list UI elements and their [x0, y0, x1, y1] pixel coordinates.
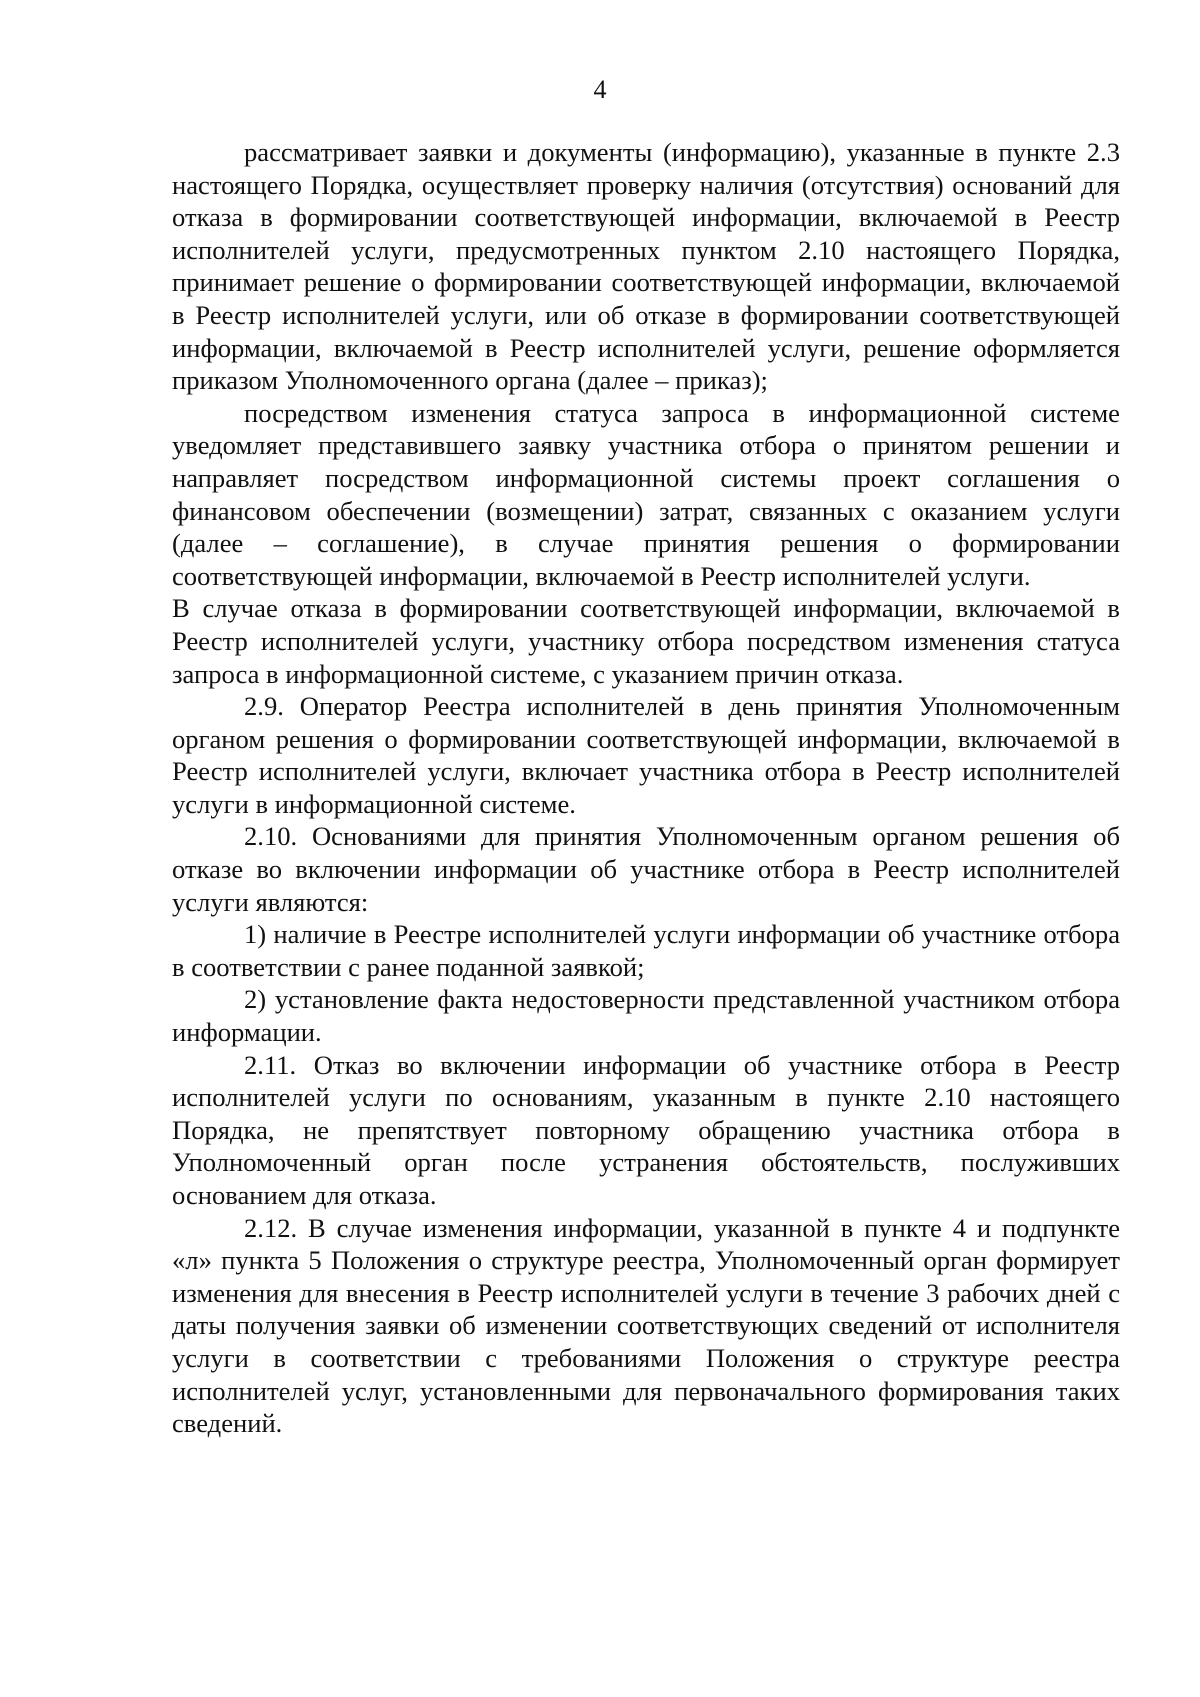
paragraph-clause-2-10: 2.10. Основаниями для принятия Уполномоченным органом решения об отказе во включении информации об участнике отбора в Реестр исполнителей услуги являются:	[172, 821, 1120, 917]
paragraph-clause-2-12: 2.12. В случае изменения информации, указанной в пункте 4 и подпункте «л» пункта 5 Положения о структуре реестра, Уполномоченный орган формирует изменения для внесения в Реестр исполнителей услуги в течение 3 рабочих дней с даты получения заявки об изменении соответствующих сведений от исполнителя услуги в соответствии с требованиями Положения о структуре реестра исполнителей услуг, установленными для первоначального формирования таких сведений.	[172, 1212, 1120, 1439]
paragraph-refusal-notice: В случае отказа в формировании соответствующей информации, включаемой в Реестр исполнителей услуги, участнику отбора посредством изменения статуса запроса в информационной системе, с указанием причин отказа.	[172, 593, 1120, 689]
page-number: 4	[593, 75, 607, 104]
paragraph-clause-2-9: 2.9. Оператор Реестра исполнителей в день принятия Уполномоченным органом решения о формировании соответствующей информации, включаемой в Реестр исполнителей услуги, включает участника отбора в Реестр исполнителей услуги в информационной системе.	[172, 691, 1120, 819]
paragraph-clause-2-10-item-1: 1) наличие в Реестре исполнителей услуги информации об участнике отбора в соответствии с ранее поданной заявкой;	[172, 919, 1120, 982]
paragraph-clause-2-10-item-2: 2) установление факта недостоверности представленной участником отбора информации.	[172, 984, 1120, 1048]
paragraph-review-applications: рассматривает заявки и документы (информацию), указанные в пункте 2.3 настоящего Порядка, осуществляет проверку наличия (отсутствия) оснований для отказа в формировании соответствующей информации, включаемой в Реестр исполнителей услуги, предусмотренных пунктом 2.10 настоящего Порядка, принимает решение о формировании соответствующей информации, включаемой в Реестр исполнителей услуги, или об отказе в формировании соответствующей информации, включаемой в Реестр исполнителей услуги, решение оформляется приказом Уполномоченного органа (далее – приказ);	[172, 137, 1120, 396]
paragraph-clause-2-11: 2.11. Отказ во включении информации об участнике отбора в Реестр исполнителей услуги по основаниям, указанным в пункте 2.10 настоящего Порядка, не препятствует повторному обращению участника отбора в Уполномоченный орган после устранения обстоятельств, послуживших основанием для отказа.	[172, 1049, 1120, 1210]
paragraph-notify-participant: посредством изменения статуса запроса в информационной системе уведомляет представившего заявку участника отбора о принятом решении и направляет посредством информационной системы проект соглашения о финансовом обеспечении (возмещении) затрат, связанных с оказанием услуги (далее – соглашение), в случае принятия решения о формировании соответствующей информации, включаемой в Реестр исполнителей услуги.	[172, 397, 1120, 591]
document-body	[172, 136, 1120, 1440]
